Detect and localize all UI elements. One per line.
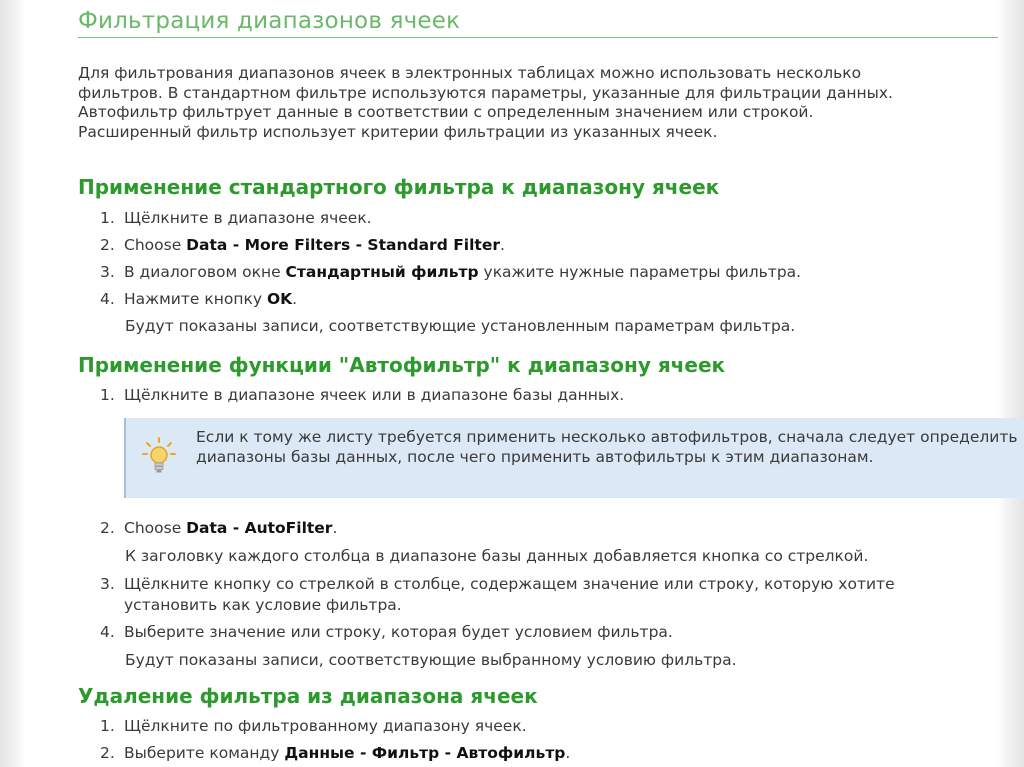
step-text: Нажмите кнопку — [124, 290, 267, 308]
tip-box — [124, 418, 1024, 498]
step-result-note: Будут показаны записи, соответствующие выбранному условию фильтра. — [125, 651, 737, 669]
step-number: 3. — [100, 575, 115, 593]
menu-path: Data - More Filters - Standard Filter — [186, 236, 500, 254]
step-text: Выберите значение или строку, которая будет условием фильтра. — [124, 623, 673, 641]
dialog-name: Стандартный фильтр — [285, 263, 479, 281]
step-text: Щёлкните в диапазоне ячеек или в диапазоне базы данных. — [124, 386, 625, 404]
step-number: 3. — [100, 263, 115, 281]
menu-path: Data - AutoFilter — [186, 519, 333, 537]
step-text-end: . — [499, 236, 505, 254]
step-text: Choose — [124, 236, 187, 254]
step-item — [100, 574, 980, 616]
step-result-note: К заголовку каждого столбца в диапазоне базы данных добавляется кнопка со стрелкой. — [125, 547, 869, 565]
step-item — [100, 716, 980, 737]
step-item — [100, 208, 980, 229]
step-text: Щёлкните по фильтрованному диапазону ячеек. — [124, 717, 527, 735]
step-text-end: . — [292, 290, 298, 308]
step-text: Выберите команду — [124, 744, 285, 762]
step-number: 2. — [100, 744, 115, 762]
section-heading-remove-filter: Удаление фильтра из диапазона ячеек — [78, 684, 538, 708]
step-item — [100, 622, 980, 643]
section-heading-autofilter: Применение функции "Автофильтр" к диапазону ячеек — [78, 353, 726, 377]
step-item — [100, 289, 980, 310]
menu-path: Данные - Фильтр - Автофильтр — [284, 744, 566, 762]
left-margin-shade — [0, 0, 24, 767]
step-text-end: . — [332, 519, 338, 537]
right-margin-shade — [998, 0, 1024, 767]
tip-text: Если к тому же листу требуется применить несколько автофильтров, сначала следует определить диапазоны базы данных, после чего применить автофильтры к этим диапазонам. — [196, 428, 1018, 466]
step-number: 2. — [100, 236, 115, 254]
step-number: 1. — [100, 209, 115, 227]
section-heading-standard-filter: Применение стандартного фильтра к диапазону ячеек — [78, 175, 720, 199]
page-title: Фильтрация диапазонов ячеек — [78, 8, 461, 34]
step-text: Щёлкните в диапазоне ячеек. — [124, 209, 372, 227]
intro-paragraph: Для фильтрования диапазонов ячеек в электронных таблицах можно использовать несколько фильтров. В стандартном фильтре используются параметры, указанные для фильтрации данных. Автофильтр фильтрует данные в соответствии с определенным значением или строкой. Расширенный фильтр использует критерии фильтрации из указанных ячеек. — [78, 64, 893, 141]
step-text: В диалоговом окне — [124, 263, 286, 281]
step-text: Щёлкните кнопку со стрелкой в столбце, содержащем значение или строку, которую хотите установить как условие фильтра. — [124, 575, 895, 614]
step-text-end: укажите нужные параметры фильтра. — [478, 263, 802, 281]
step-result-note: Будут показаны записи, соответствующие установленным параметрам фильтра. — [125, 317, 796, 335]
step-number: 1. — [100, 717, 115, 735]
step-item — [100, 235, 980, 256]
step-text: Choose — [124, 519, 187, 537]
step-item — [100, 385, 980, 406]
step-number: 4. — [100, 290, 115, 308]
lightbulb-icon — [142, 437, 176, 475]
button-name: OK — [266, 290, 293, 308]
step-text-end: . — [565, 744, 571, 762]
title-divider — [78, 37, 998, 38]
step-number: 1. — [100, 386, 115, 404]
step-item — [100, 743, 980, 764]
step-number: 2. — [100, 519, 115, 537]
step-item — [100, 518, 980, 539]
step-item — [100, 262, 980, 283]
step-number: 4. — [100, 623, 115, 641]
